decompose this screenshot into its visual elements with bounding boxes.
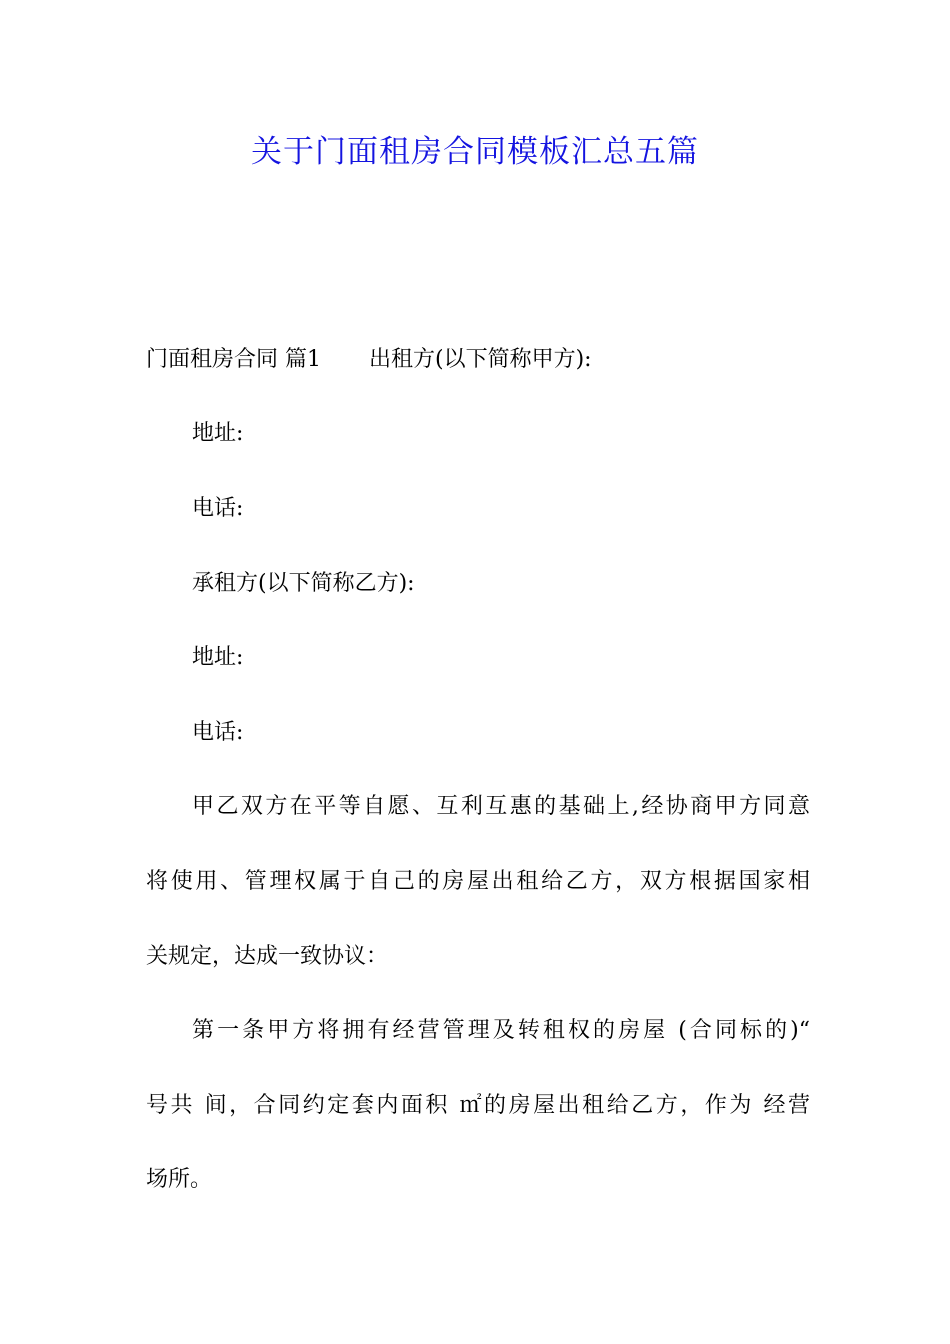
- first-line: [146, 340, 810, 380]
- lessor-phone-line: 电话:: [192, 496, 244, 521]
- article1-line-3: 场所。: [146, 1167, 213, 1192]
- lessor-address-line: 地址:: [192, 421, 244, 446]
- lessee-label-line: 承租方(以下简称乙方):: [192, 571, 415, 596]
- intro-paragraph-line-3: 关规定，达成一致协议：: [146, 944, 389, 969]
- lessee-phone-line: 电话:: [192, 720, 244, 745]
- lessee-address-line: 地址:: [192, 645, 244, 670]
- article1-line-2: 号共 间，合同约定套内面积 ㎡的房屋出租给乙方，作为 经营: [146, 1093, 810, 1118]
- intro-paragraph-line-2: 将使用、管理权属于自己的房屋出租给乙方，双方根据国家相: [146, 869, 810, 894]
- intro-paragraph-line-1: 甲乙双方在平等自愿、互利互惠的基础上,经协商甲方同意: [192, 794, 810, 819]
- lessor-label: 出租方(以下简称甲方):: [369, 347, 592, 372]
- document-title: 关于门面租房合同模板汇总五篇: [251, 134, 699, 170]
- article1-line-1: 第一条甲方将拥有经营管理及转租权的房屋 (合同标的)“: [192, 1018, 810, 1043]
- contract-heading: 门面租房合同 篇1: [146, 347, 321, 372]
